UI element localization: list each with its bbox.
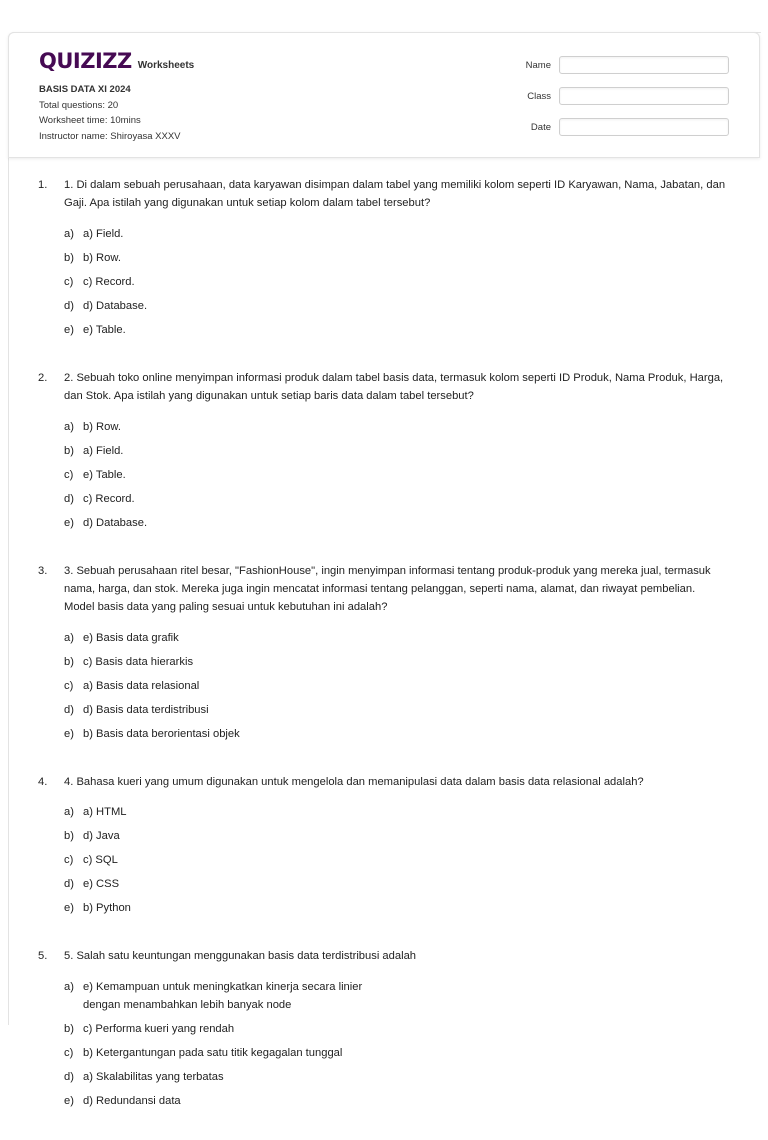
option-letter: e) [64,323,74,336]
name-field[interactable] [559,56,729,74]
option-text: d) Database. [83,299,148,312]
option-text: e) Kemampuan untuk meningkatkan kinerja secara linier dengan menambahkan lebih banyak node [83,980,363,1011]
question-1 [38,176,728,345]
answer-options [64,418,728,538]
option-letter: e) [64,727,74,740]
answer-option [64,851,400,869]
option-letter: a) [64,806,74,819]
option-text: d) Redundansi data [83,1094,181,1107]
answer-option [64,803,400,821]
question-text: 3. Sebuah perusahaan ritel besar, "FashionHouse", ingin menyimpan informasi tentang produk-produk yang mereka jual, termasuk nama, harga, dan stok. Mereka juga ingin mencatat informasi tentang pelanggan, seperti nama, alamat, dan riwayat pembelian. Model basis data yang paling sesuai untuk kebutuhan ini adalah? [64,564,711,614]
question-text: 4. Bahasa kueri yang umum digunakan untuk mengelola dan memanipulasi data dalam basis data relasional adalah? [64,775,644,788]
option-letter: a) [64,631,74,644]
answer-option [64,249,400,267]
option-text: e) Basis data grafik [83,631,179,644]
question-head [38,369,728,406]
option-letter: b) [64,830,74,843]
option-letter: d) [64,1070,74,1083]
answer-option [64,653,400,671]
option-text: c) Performa kueri yang rendah [83,1022,235,1035]
class-field[interactable] [559,87,729,105]
question-head [38,176,728,213]
option-letter: b) [64,1022,74,1035]
answer-option [64,297,400,315]
option-letter: a) [64,980,74,993]
student-fields [511,55,729,148]
question-text: 1. Di dalam sebuah perusahaan, data karyawan disimpan dalam tabel yang memiliki kolom seperti ID Karyawan, Nama, Jabatan, dan Gaji. Apa istilah yang digunakan untuk setiap kolom dalam tabel tersebut? [64,179,726,210]
option-text: d) Database. [83,516,148,529]
option-text: d) Java [83,830,120,843]
option-text: b) Row. [83,251,121,264]
answer-option [64,1092,400,1110]
option-letter: b) [64,444,74,457]
answer-option [64,466,400,484]
worksheet-time: Worksheet time: 10mins [39,115,141,126]
answer-option [64,899,400,917]
option-text: b) Row. [83,420,121,433]
option-text: e) CSS [83,878,120,891]
answer-options [64,978,728,1116]
total-questions: Total questions: 20 [39,99,119,111]
option-letter: c) [64,468,74,481]
brand [39,49,194,73]
date-row [511,117,729,137]
question-2 [38,369,728,538]
question-head [38,562,728,617]
option-letter: d) [64,492,74,505]
option-text: e) Table. [83,468,126,481]
answer-options [64,225,728,345]
quizizz-logo: QUIZIZZ [39,49,132,73]
option-letter: d) [64,878,74,891]
answer-option [64,875,400,893]
option-text: a) Field. [83,227,124,240]
answer-option [64,701,400,719]
answer-option [64,1020,400,1038]
name-row [511,55,729,75]
date-label: Date [530,121,551,133]
option-letter: a) [64,227,74,240]
answer-option [64,418,400,436]
worksheet-meta [39,82,181,144]
question-text: 2. Sebuah toko online menyimpan informasi produk dalam tabel basis data, termasuk kolom seperti ID Produk, Nama Produk, Harga, dan Stok. Apa istilah yang digunakan untuk setiap baris data dalam tabel tersebut? [64,371,724,403]
date-field[interactable] [559,118,729,136]
option-text: b) Python [83,902,131,915]
option-text: a) HTML [83,806,127,819]
option-letter: b) [64,251,74,264]
option-text: e) Table. [83,323,126,336]
option-text: a) Basis data relasional [83,679,200,692]
question-head [38,947,728,965]
brand-subtitle: Worksheets [137,60,195,71]
option-text: b) Basis data berorientasi objek [83,727,240,740]
option-text: d) Basis data terdistribusi [83,703,209,716]
answer-options [64,629,728,749]
question-4 [38,773,728,923]
question-number: 5. [38,950,48,963]
option-text: c) Record. [83,492,135,505]
option-letter: a) [64,420,74,433]
answer-option [64,725,400,743]
question-number: 3. [38,564,48,577]
class-label: Class [527,90,551,102]
option-letter: c) [64,854,74,867]
option-text: c) Basis data hierarkis [83,655,194,668]
option-letter: d) [64,299,74,312]
option-letter: c) [64,1046,74,1059]
name-label: Name [525,59,551,71]
question-3 [38,562,728,749]
option-text: b) Ketergantungan pada satu titik kegagalan tunggal [83,1046,343,1059]
question-number: 2. [38,371,48,384]
option-letter: d) [64,703,74,716]
instructor-name: Instructor name: Shiroyasa XXXV [39,130,181,142]
question-list [38,176,728,1140]
answer-option [64,321,400,339]
option-text: c) SQL [83,854,118,867]
option-text: a) Skalabilitas yang terbatas [83,1070,224,1083]
answer-option [64,273,400,291]
option-letter: c) [64,275,74,288]
question-text: 5. Salah satu keuntungan menggunakan basis data terdistribusi adalah [64,950,417,963]
worksheet-header [8,32,760,158]
answer-option [64,978,400,1014]
class-row [511,86,729,106]
answer-option [64,629,400,647]
answer-option [64,827,400,845]
answer-option [64,1044,400,1062]
answer-options [64,803,728,923]
option-text: c) Record. [83,275,135,288]
option-letter: e) [64,1094,74,1107]
option-letter: b) [64,655,74,668]
answer-option [64,490,400,508]
question-number: 1. [38,179,48,191]
question-number: 4. [38,775,48,788]
option-letter: e) [64,516,74,529]
answer-option [64,442,400,460]
answer-option [64,677,400,695]
option-text: a) Field. [83,444,124,457]
option-letter: c) [64,679,74,692]
question-5 [38,947,728,1115]
option-letter: e) [64,902,74,915]
worksheet-title: BASIS DATA XI 2024 [39,84,131,95]
answer-option [64,514,400,532]
answer-option [64,225,400,243]
answer-option [64,1068,400,1086]
question-head [38,773,728,791]
